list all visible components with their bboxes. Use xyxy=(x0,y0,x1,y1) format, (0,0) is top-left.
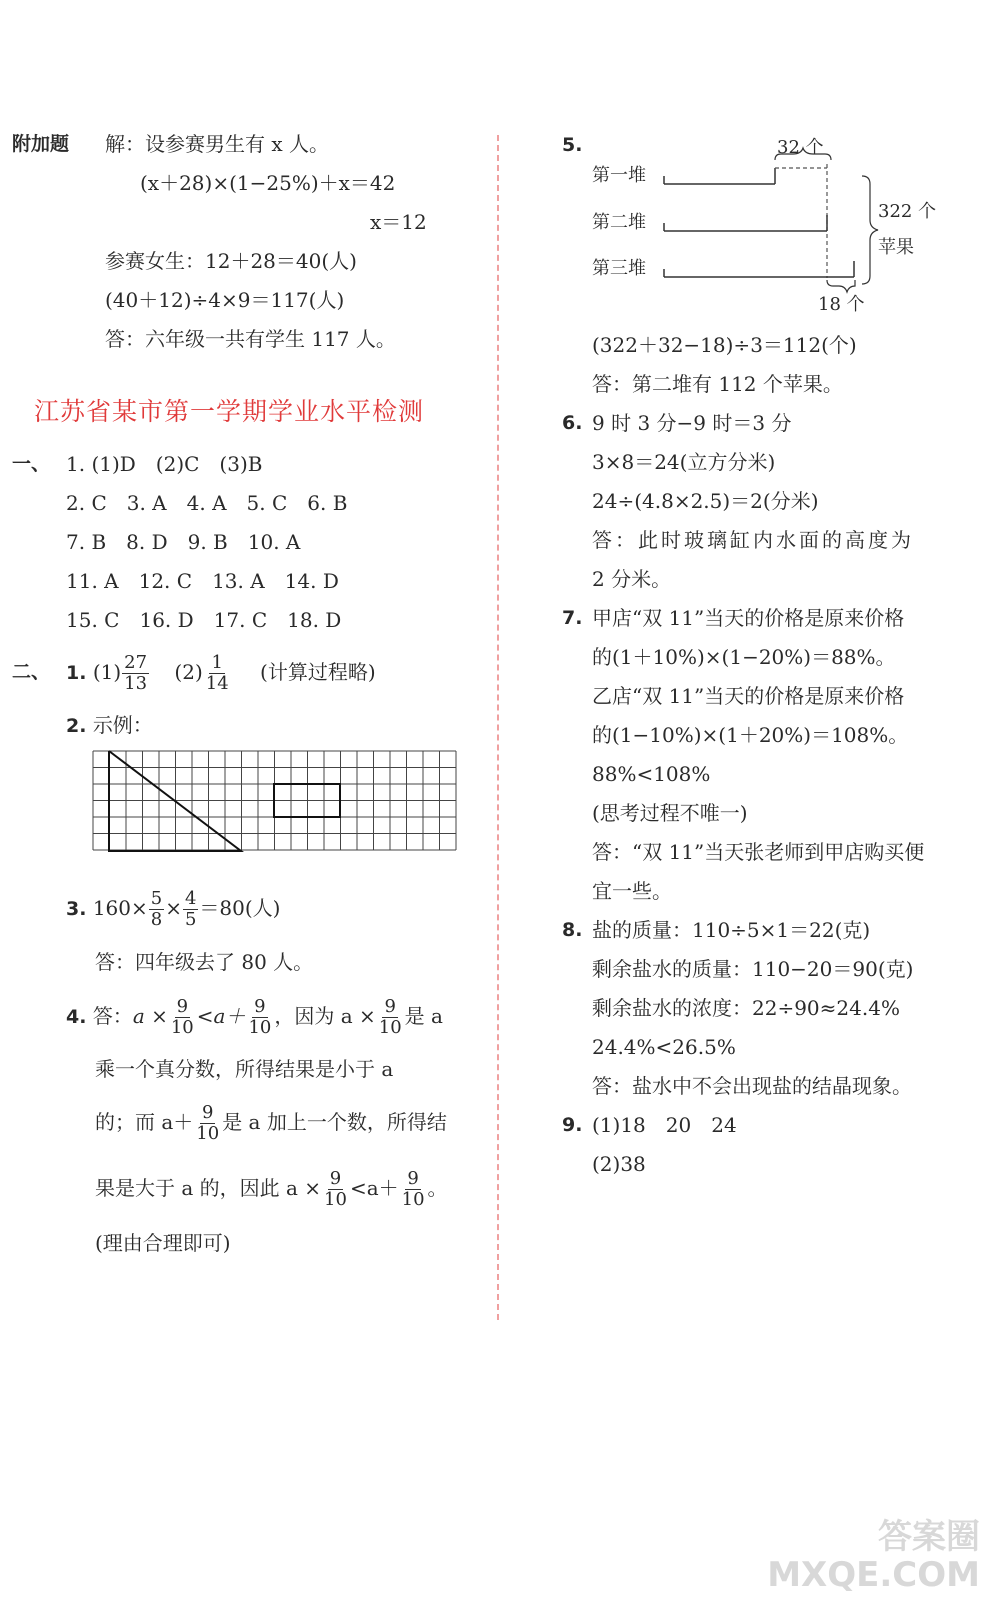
q5-right-brace xyxy=(862,176,878,284)
pile-2-label: 第二堆 xyxy=(592,212,646,233)
q1-b-fraction xyxy=(204,653,231,694)
q4-l4-b: <a＋ xyxy=(349,1176,399,1200)
q4-frac-1-den: 10 xyxy=(170,1017,194,1038)
pile-1-label: 第一堆 xyxy=(592,165,646,186)
q4-frac-2-num: 9 xyxy=(254,996,266,1017)
q4-l4-c: 。 xyxy=(427,1176,448,1200)
q6-line-1: 9 时 3 分−9 时＝3 分 xyxy=(592,411,792,435)
watermark xyxy=(767,1518,980,1594)
q5-top-label: 32 个 xyxy=(777,137,824,158)
q4-frac-4-den: 10 xyxy=(196,1123,220,1144)
q4-frac-4 xyxy=(194,1103,221,1144)
q8-line-3: 剩余盐水的浓度：22÷90≈24.4% xyxy=(592,996,900,1020)
q4-frac-3-den: 10 xyxy=(378,1017,402,1038)
q7-line-3: 乙店“双 11”当天的价格是原来价格 xyxy=(592,684,905,708)
q4-frac-5-den: 10 xyxy=(324,1189,347,1210)
q8-num: 8. xyxy=(562,919,583,941)
q1-b-prefix: (2) xyxy=(174,660,203,684)
q6-line-4: 答：此时玻璃缸内水面的高度为 xyxy=(592,528,914,552)
q4-l3-b: 是 a 加上一个数，所得结 xyxy=(222,1110,447,1134)
q1-b-denominator: 14 xyxy=(205,673,229,694)
q1-answer xyxy=(66,648,376,697)
bonus-line-6: 答：六年级一共有学生 117 人。 xyxy=(105,327,396,351)
q7-line-8: 宜一些。 xyxy=(592,879,672,903)
q4-l3-a: 的；而 a＋ xyxy=(95,1110,194,1134)
q9-num: 9. xyxy=(562,1114,583,1136)
q6-num: 6. xyxy=(562,412,583,434)
q4-frac-5-num: 9 xyxy=(329,1168,342,1189)
q4-frac-3 xyxy=(377,997,404,1038)
bonus-line-4: 参赛女生：12＋28＝40(人) xyxy=(105,249,357,273)
q4-l1-b: a × xyxy=(132,1004,168,1028)
q2-text: 示例： xyxy=(92,713,153,737)
q1-note: (计算过程略) xyxy=(260,660,376,684)
bonus-line-1: 解：设参赛男生有 x 人。 xyxy=(105,132,329,156)
q4-line-2: 乘一个真分数，所得结果是小于 a xyxy=(95,1057,394,1081)
q7-line-6: (思考过程不唯一) xyxy=(592,801,748,825)
bonus-line-3: x＝12 xyxy=(370,210,427,234)
bonus-line-5: (40＋12)÷4×9＝117(人) xyxy=(105,288,345,312)
q3-frac-1-num: 5 xyxy=(150,888,163,909)
q1-num: 1. xyxy=(66,662,87,684)
part1-row-3: 7. B 8. D 9. B 10. A xyxy=(66,530,301,554)
q3-frac-2 xyxy=(183,889,198,930)
q4-line-3 xyxy=(95,1098,447,1146)
q4-frac-4-num: 9 xyxy=(202,1102,214,1123)
q6-line-2: 3×8＝24(立方分米) xyxy=(592,450,776,474)
q3-pre: 160× xyxy=(92,896,148,920)
q5-num: 5. xyxy=(562,134,583,156)
q4-frac-1 xyxy=(169,997,196,1038)
q4-frac-5 xyxy=(322,1169,349,1210)
q1-a-fraction xyxy=(122,653,149,694)
q7-num: 7. xyxy=(562,607,583,629)
q3-answer: 答：四年级去了 80 人。 xyxy=(95,950,314,974)
q4-frac-2-den: 10 xyxy=(248,1017,272,1038)
q5-diagram xyxy=(590,128,950,318)
grid-figure xyxy=(92,750,468,852)
q3-num: 3. xyxy=(66,898,87,920)
q4-l1-d: ，因为 a × xyxy=(274,1004,376,1028)
column-divider xyxy=(497,135,499,1320)
watermark-line-2: MXQE.COM xyxy=(767,1555,980,1595)
pile-3-label: 第三堆 xyxy=(592,258,646,279)
bonus-line-2: (x＋28)×(1−25%)＋x＝42 xyxy=(140,171,396,195)
q4-l1-c: <a＋ xyxy=(196,1004,246,1028)
q1-a-denominator: 13 xyxy=(124,673,148,694)
q4-num: 4. xyxy=(66,1006,87,1028)
q5-bottom-brace xyxy=(827,280,855,292)
part2-label: 二、 xyxy=(12,661,51,683)
watermark-line-1: 答案圈 xyxy=(878,1517,980,1557)
q4-l4-a: 果是大于 a 的，因此 a × xyxy=(95,1176,322,1200)
q1-a-prefix: (1) xyxy=(92,660,122,684)
q5-line-1: (322＋32−18)÷3＝112(个) xyxy=(592,333,857,357)
part1-row-5: 15. C 16. D 17. C 18. D xyxy=(66,608,342,632)
q4-line-5: (理由合理即可) xyxy=(95,1231,231,1255)
q4-frac-6-num: 9 xyxy=(407,1168,419,1189)
q6-line-5: 2 分米。 xyxy=(592,567,672,591)
q4-frac-3-num: 9 xyxy=(384,996,396,1017)
q8-line-4: 24.4%<26.5% xyxy=(592,1035,736,1059)
q5-total-b: 苹果 xyxy=(878,237,914,258)
q7-line-1: 甲店“双 11”当天的价格是原来价格 xyxy=(592,606,905,630)
q4-line-4 xyxy=(95,1164,448,1212)
q3-frac-2-num: 4 xyxy=(184,888,197,909)
q3-post: ＝80(人) xyxy=(199,896,281,920)
part1-row-1: 1. (1)D (2)C (3)B xyxy=(66,452,263,476)
q4-line-1 xyxy=(66,992,443,1041)
q4-l1-e: 是 a xyxy=(404,1004,443,1028)
q3-line xyxy=(66,884,280,933)
bonus-label: 附加题 xyxy=(12,133,70,155)
q1-b-numerator: 1 xyxy=(211,652,223,673)
q2-line xyxy=(66,713,153,738)
q7-line-5: 88%<108% xyxy=(592,762,711,786)
q8-line-1: 盐的质量：110÷5×1＝22(克) xyxy=(592,918,871,942)
q1-a-numerator: 27 xyxy=(124,652,148,673)
q3-mid: × xyxy=(165,896,182,920)
q4-frac-2 xyxy=(246,997,273,1038)
q3-frac-2-den: 5 xyxy=(184,909,197,930)
q4-l1-a: 答： xyxy=(92,1004,133,1028)
q6-line-3: 24÷(4.8×2.5)＝2(分米) xyxy=(592,489,819,513)
q8-line-5: 答：盐水中不会出现盐的结晶现象。 xyxy=(592,1074,912,1098)
part1-label: 一、 xyxy=(12,453,51,475)
section-title: 江苏省某市第一学期学业水平检测 xyxy=(34,397,425,426)
q7-line-4: 的(1−10%)×(1＋20%)＝108%。 xyxy=(592,723,909,747)
part1-row-4: 11. A 12. C 13. A 14. D xyxy=(66,569,339,593)
q8-line-2: 剩余盐水的质量：110−20＝90(克) xyxy=(592,957,914,981)
q5-bottom-label: 18 个 xyxy=(818,294,865,315)
q3-frac-1-den: 8 xyxy=(150,909,163,930)
q4-frac-6-den: 10 xyxy=(401,1189,425,1210)
q5-total-a: 322 个 xyxy=(878,201,937,222)
q4-frac-6 xyxy=(400,1169,427,1210)
part1-row-2: 2. C 3. A 4. A 5. C 6. B xyxy=(66,491,348,515)
q4-frac-1-num: 9 xyxy=(176,996,189,1017)
q5-line-2: 答：第二堆有 112 个苹果。 xyxy=(592,372,843,396)
q7-line-2: 的(1＋10%)×(1−20%)＝88%。 xyxy=(592,645,896,669)
q7-line-7: 答：“双 11”当天张老师到甲店购买便 xyxy=(592,840,925,864)
q3-frac-1 xyxy=(149,889,164,930)
q2-num: 2. xyxy=(66,715,87,737)
q9-line-1: (1)18 20 24 xyxy=(592,1113,737,1137)
q9-line-2: (2)38 xyxy=(592,1152,646,1176)
